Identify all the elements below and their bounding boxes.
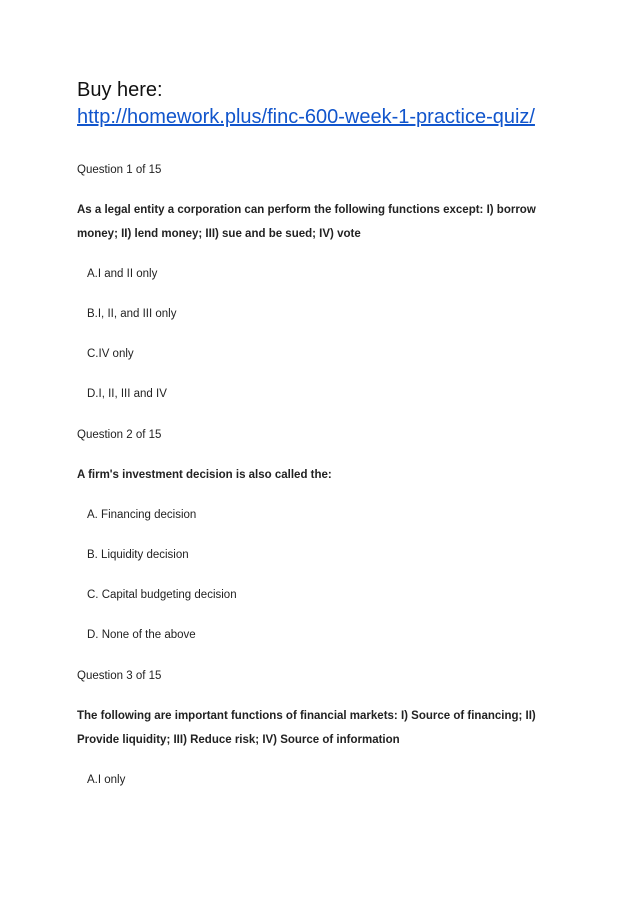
question-2-label: Question 2 of 15 — [77, 429, 162, 441]
question-1-text-line-1: As a legal entity a corporation can perform the following functions except: I) borrow — [77, 204, 536, 216]
buy-here-heading: Buy here: — [77, 79, 163, 101]
question-3-text-line-1: The following are important functions of financial markets: I) Source of financing; II) — [77, 710, 536, 722]
question-3-label: Question 3 of 15 — [77, 670, 162, 682]
question-2-option-c[interactable]: C. Capital budgeting decision — [87, 589, 237, 601]
question-3-text-line-2: Provide liquidity; III) Reduce risk; IV) Source of information — [77, 734, 400, 746]
question-3-option-a[interactable]: A.I only — [87, 774, 126, 786]
question-1-text-line-2: money; II) lend money; III) sue and be sued; IV) vote — [77, 228, 361, 240]
question-1-option-c[interactable]: C.IV only — [87, 348, 134, 360]
question-1-option-b[interactable]: B.I, II, and III only — [87, 308, 177, 320]
question-2-option-d[interactable]: D. None of the above — [87, 629, 196, 641]
product-link[interactable]: http://homework.plus/finc-600-week-1-practice-quiz/ — [77, 106, 535, 128]
question-2-text-line-1: A firm's investment decision is also called the: — [77, 469, 332, 481]
question-1-label: Question 1 of 15 — [77, 164, 162, 176]
question-2-option-b[interactable]: B. Liquidity decision — [87, 549, 189, 561]
question-1-option-a[interactable]: A.I and II only — [87, 268, 158, 280]
question-2-option-a[interactable]: A. Financing decision — [87, 509, 197, 521]
question-1-option-d[interactable]: D.I, II, III and IV — [87, 388, 167, 400]
